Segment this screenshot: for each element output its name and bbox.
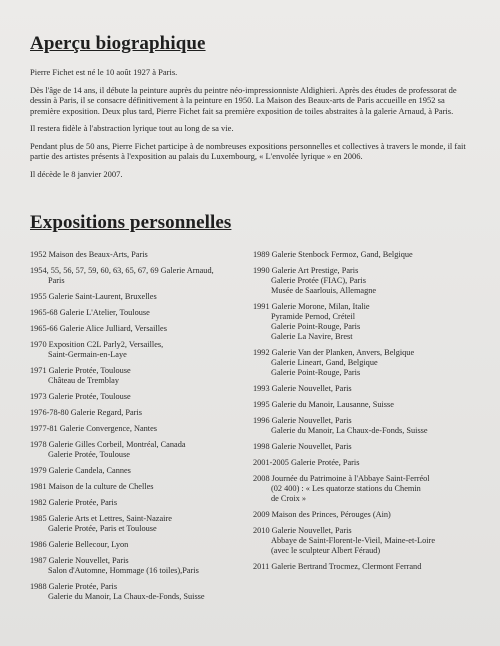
exhibition-line: 1954, 55, 56, 57, 59, 60, 63, 65, 67, 69 Galerie Arnaud, xyxy=(30,266,214,275)
exhibition-subline: Galerie Point-Rouge, Paris xyxy=(271,322,361,331)
exhibition-subline: de Croix » xyxy=(271,494,307,503)
exhibition-line: 1981 Maison de la culture de Chelles xyxy=(30,482,154,491)
exhibition-entry xyxy=(253,510,488,520)
exhibition-entry xyxy=(253,416,488,436)
exhibition-subline: Galerie Protée (FIAC), Paris xyxy=(271,276,366,285)
exhibition-line: 1992 Galerie Van der Planken, Anvers, Belgique xyxy=(253,348,415,357)
exhibition-entry xyxy=(30,466,245,476)
exhibition-line: 1988 Galerie Protée, Paris xyxy=(30,582,118,591)
bio-paragraph: Pierre Fichet est né le 10 août 1927 à Paris. xyxy=(30,67,178,77)
exhibition-entry xyxy=(253,384,488,394)
exhibition-entry xyxy=(253,526,488,556)
exhibition-entry xyxy=(30,308,245,318)
exhibition-entry xyxy=(30,366,245,386)
exhibition-line: 2010 Galerie Nouvellet, Paris xyxy=(253,526,352,535)
exhibition-line: 2009 Maison des Princes, Pérouges (Ain) xyxy=(253,510,391,519)
exhibition-line: 1995 Galerie du Manoir, Lausanne, Suisse xyxy=(253,400,394,409)
exhibition-line: 1965-66 Galerie Alice Julliard, Versailles xyxy=(30,324,167,333)
exhibition-subline: (02 400) : « Les quatorze stations du Chemin xyxy=(271,484,421,493)
biography-text xyxy=(30,67,475,186)
exhibition-entry xyxy=(253,250,488,260)
exhibition-entry xyxy=(30,498,245,508)
exhibition-subline: Pyramide Pernod, Créteil xyxy=(271,312,356,321)
exhibition-entry xyxy=(253,562,488,572)
exhibition-subline: Saint-Germain-en-Laye xyxy=(48,350,127,359)
exhibition-entry xyxy=(30,582,245,602)
exhibition-subline: Galerie Point-Rouge, Paris xyxy=(271,368,361,377)
exhibition-subline: Galerie Protée, Paris et Toulouse xyxy=(48,524,157,533)
exhibition-entry xyxy=(30,540,245,550)
exhibition-line: 1965-68 Galerie L'Atelier, Toulouse xyxy=(30,308,150,317)
bio-paragraph: Il restera fidèle à l'abstraction lyrique tout au long de sa vie. xyxy=(30,123,234,133)
exhibition-entry xyxy=(30,556,245,576)
exhibition-line: 2001-2005 Galerie Protée, Paris xyxy=(253,458,360,467)
exhibition-entry xyxy=(253,348,488,378)
exhibition-line: 1978 Galerie Gilles Corbeil, Montréal, Canada xyxy=(30,440,186,449)
exhibition-entry xyxy=(253,266,488,296)
exhibition-entry xyxy=(253,400,488,410)
exhibitions-left-column xyxy=(30,250,245,608)
exhibition-subline: Galerie du Manoir, La Chaux-de-Fonds, Suisse xyxy=(48,592,205,601)
exhibition-line: 1987 Galerie Nouvellet, Paris xyxy=(30,556,129,565)
exhibition-line: 1991 Galerie Morone, Milan, Italie xyxy=(253,302,370,311)
exhibition-line: 1970 Exposition C2L Parly2, Versailles, xyxy=(30,340,164,349)
exhibition-line: 2011 Galerie Bertrand Trocmez, Clermont Ferrand xyxy=(253,562,422,571)
exhibition-line: 1993 Galerie Nouvellet, Paris xyxy=(253,384,352,393)
exhibition-entry xyxy=(253,474,488,504)
exhibition-line: 1979 Galerie Candela, Cannes xyxy=(30,466,131,475)
exhibition-entry xyxy=(30,324,245,334)
exhibition-line: 1952 Maison des Beaux-Arts, Paris xyxy=(30,250,148,259)
exhibition-entry xyxy=(30,482,245,492)
exhibition-entry xyxy=(30,266,245,286)
exhibitions-right-column xyxy=(253,250,488,578)
exhibition-line: 1971 Galerie Protée, Toulouse xyxy=(30,366,131,375)
exhibition-subline: Galerie Lineart, Gand, Belgique xyxy=(271,358,378,367)
exhibition-entry xyxy=(30,292,245,302)
biography-title: Aperçu biographique xyxy=(30,33,206,54)
exhibition-line: 1976-78-80 Galerie Regard, Paris xyxy=(30,408,142,417)
exhibition-line: 1989 Galerie Stenbock Fermoz, Gand, Belgique xyxy=(253,250,413,259)
exhibition-line: 1986 Galerie Bellecour, Lyon xyxy=(30,540,129,549)
exhibition-line: 1998 Galerie Nouvellet, Paris xyxy=(253,442,352,451)
exhibition-entry xyxy=(30,424,245,434)
exhibition-entry xyxy=(30,340,245,360)
exhibition-line: 2008 Journée du Patrimoine à l'Abbaye Saint-Ferréol xyxy=(253,474,430,483)
exhibition-line: 1973 Galerie Protée, Toulouse xyxy=(30,392,131,401)
bio-paragraph: Pendant plus de 50 ans, Pierre Fichet participe à de nombreuses expositions personnelles et collectives à travers le monde, il fait partie des artistes présents à l'exposition au palais du Luxembourg, « L'envolée lyrique » en 2006. xyxy=(30,140,466,161)
exhibition-entry xyxy=(253,458,488,468)
exhibition-line: 1977-81 Galerie Convergence, Nantes xyxy=(30,424,158,433)
exhibition-subline: Château de Tremblay xyxy=(48,376,119,385)
bio-paragraph: Dès l'âge de 14 ans, il débute la peinture auprès du peintre néo-impressionniste Aldighieri. Après des études de professorat de dessin à Paris, il se consacre définitivement à la peinture en 1950. La Maison des Beaux-arts de Paris accueille en 1952 sa première exposition. Deux plus tard, Pierre Fichet fait sa première exposition de toiles abstraites à la galerie Arnaud, à Paris. xyxy=(30,84,457,116)
exhibition-subline: Galerie du Manoir, La Chaux-de-Fonds, Suisse xyxy=(271,426,428,435)
exhibition-line: 1985 Galerie Arts et Lettres, Saint-Nazaire xyxy=(30,514,172,523)
exhibition-subline: Musée de Saarlouis, Allemagne xyxy=(271,286,377,295)
exhibition-entry xyxy=(30,440,245,460)
exhibition-subline: (avec le sculpteur Albert Féraud) xyxy=(271,546,381,555)
exhibition-entry xyxy=(253,302,488,342)
exhibition-subline: Paris xyxy=(48,276,65,285)
exhibition-line: 1982 Galerie Protée, Paris xyxy=(30,498,118,507)
exhibition-line: 1996 Galerie Nouvellet, Paris xyxy=(253,416,352,425)
exhibition-entry xyxy=(30,514,245,534)
exhibition-entry xyxy=(30,408,245,418)
exhibitions-title: Expositions personnelles xyxy=(30,212,232,233)
bio-paragraph: Il décède le 8 janvier 2007. xyxy=(30,168,123,179)
exhibition-entry xyxy=(30,250,245,260)
exhibition-subline: Galerie Protée, Toulouse xyxy=(48,450,130,459)
exhibition-subline: Abbaye de Saint-Florent-le-Vieil, Maine-et-Loire xyxy=(271,536,435,545)
exhibition-entry xyxy=(253,442,488,452)
exhibition-entry xyxy=(30,392,245,402)
exhibition-subline: Galerie La Navire, Brest xyxy=(271,332,353,341)
exhibition-line: 1955 Galerie Saint-Laurent, Bruxelles xyxy=(30,292,157,301)
exhibition-subline: Salon d'Automne, Hommage (16 toiles),Paris xyxy=(48,566,199,575)
exhibition-line: 1990 Galerie Art Prestige, Paris xyxy=(253,266,359,275)
